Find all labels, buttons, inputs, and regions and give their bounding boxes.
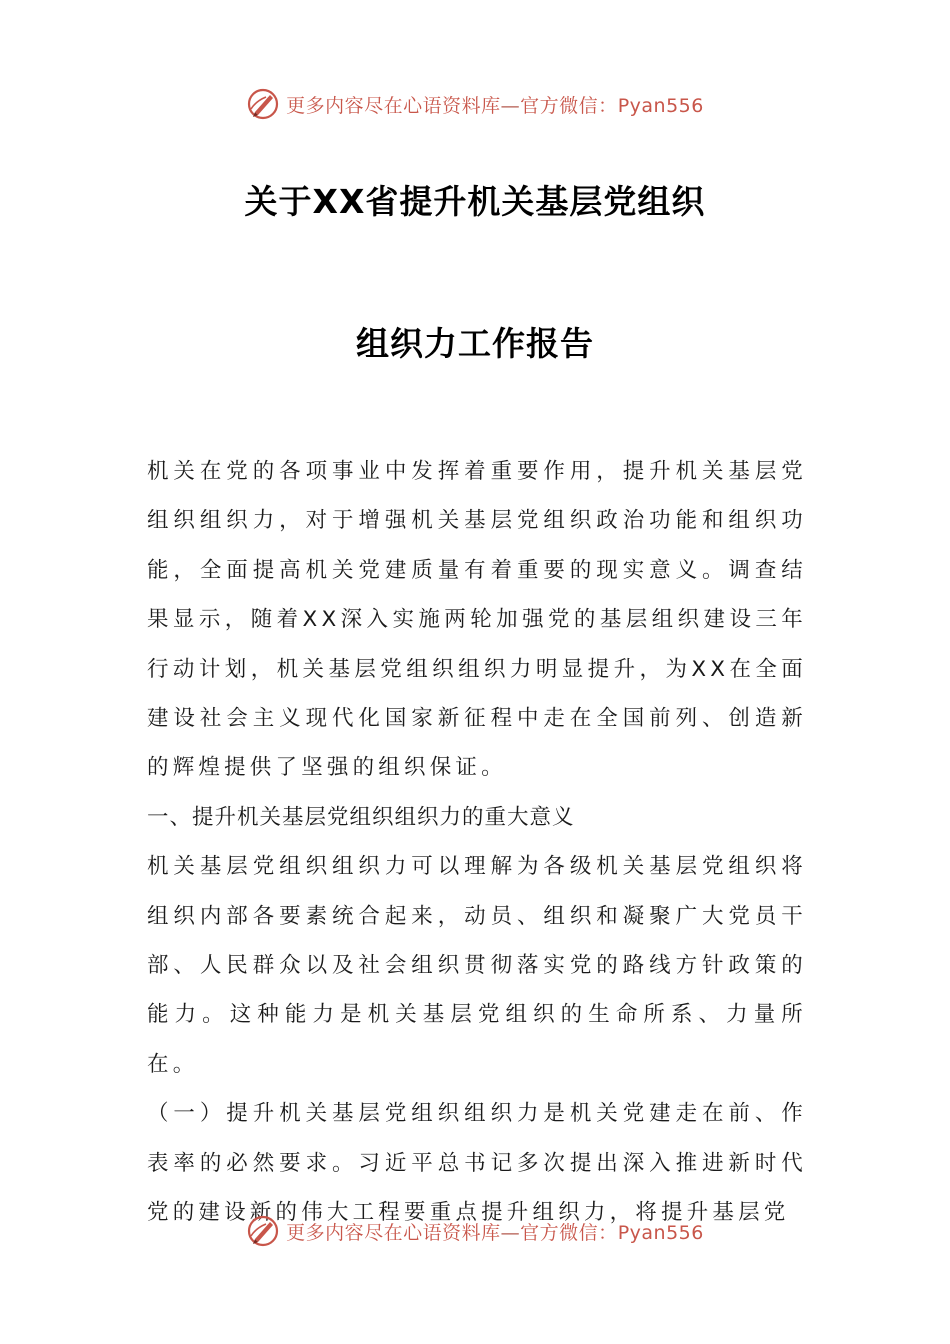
banner-wechat-label: 官方微信： [520, 94, 618, 117]
banner-separator: — [500, 1221, 521, 1244]
header-watermark-banner [0, 84, 950, 124]
body-paragraph-intro: 机关在党的各项事业中发挥着重要作用，提升机关基层党组织组织力，对于增强机关基层党组织政治功能和组织功能，全面提高机关党建质量有着重要的现实意义。调查结果显示，随着XX深入实施两轮加强党的基层组织建设三年行动计划，机关基层党组织组织力明显提升，为XX在全面建设社会主义现代化国家新征程中走在全国前列、创造新的辉煌提供了坚强的组织保证。 [147, 459, 807, 781]
document-title-line2: 组织力工作报告 [356, 324, 594, 363]
banner-wechat-label: 官方微信： [520, 1221, 618, 1244]
section-heading-1: 一、提升机关基层党组织组织力的重大意义 [147, 804, 575, 830]
body-paragraph-definition: 机关基层党组织组织力可以理解为各级机关基层党组织将组织内部各要素统合起来，动员、组织和凝聚广大党员干部、人民群众以及社会组织贯彻落实党的路线方针政策的能力。这种能力是机关基层党组织的生命所系、力量所在。 [147, 854, 807, 1077]
banner-wechat-id: Pyan556 [617, 1221, 704, 1244]
banner-site-text: 更多内容尽在心语资料库 [286, 1221, 501, 1244]
document-title-line1: 关于XX省提升机关基层党组织 [244, 182, 706, 221]
banner-separator: — [500, 94, 521, 117]
banner-site-text: 更多内容尽在心语资料库 [286, 94, 501, 117]
pen-logo-icon [246, 87, 280, 121]
banner-wechat-id: Pyan556 [617, 94, 704, 117]
footer-watermark-banner [0, 1211, 950, 1251]
body-paragraph-subsection-1: （一）提升机关基层党组织组织力是机关党建走在前、作表率的必然要求。习近平总书记多次提出深入推进新时代党的建设新的伟大工程要重点提升组织力，将提升基层党 [147, 1101, 807, 1226]
document-body [147, 447, 807, 1238]
pen-logo-icon [246, 1214, 280, 1248]
